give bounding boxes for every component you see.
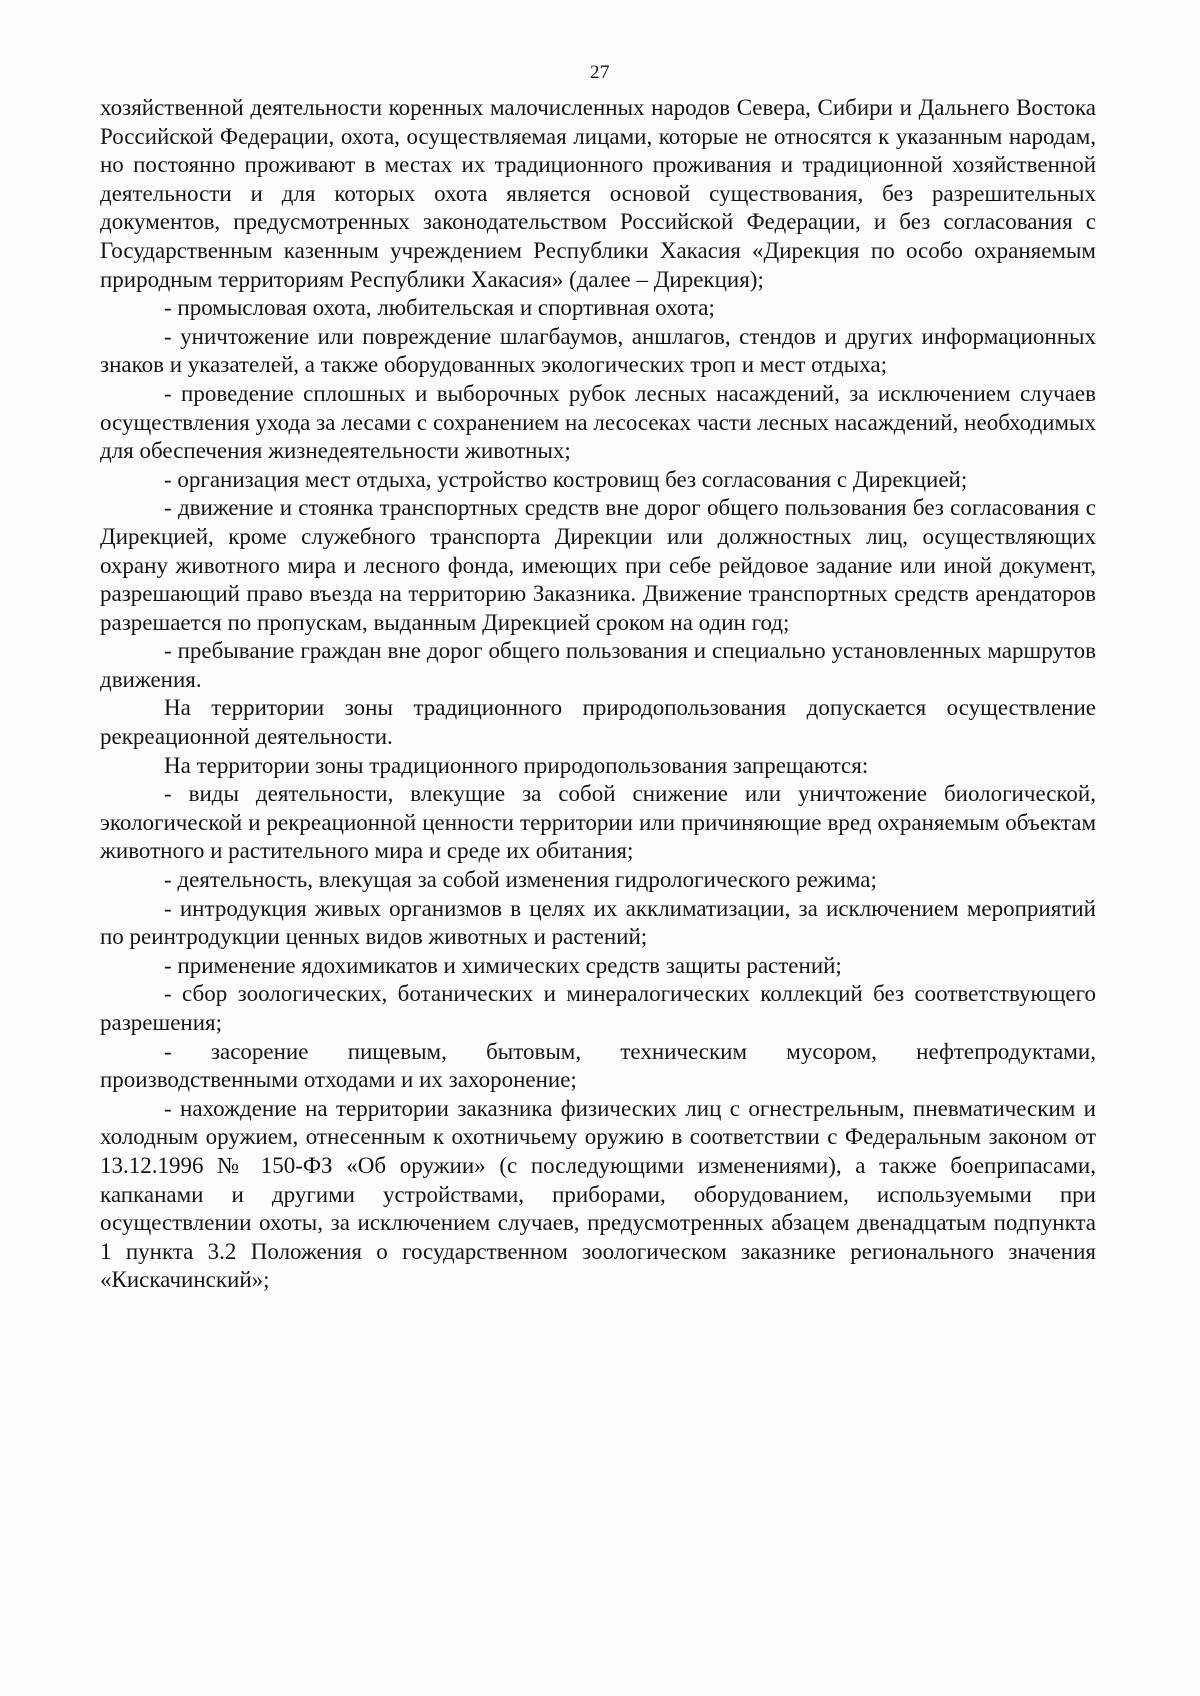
list-item-weapons: - нахождение на территории заказника физических лиц с огнестрельным, пневматическим и холодным оружием, отнесенным к охотничьему оружию в соответствии с Федеральным законом от 13.12.1996 № 150-ФЗ «Об оружии» (с последующими изменениями), а также боеприпасами, капканами и другими устройствами, приборами, оборудованием, используемыми при осуществлении охоты, за исключением случаев, предусмотренных абзацем двенадцатым подпункта 1 пункта 3.2 Положения о государственном зоологическом заказнике регионального значения «Кискачинский»; bbox=[100, 1095, 1096, 1293]
list-item-destruction-of-signs: - уничтожение или повреждение шлагбаумов, аншлагов, стендов и других информационных знаков и указателей, а также оборудованных экологических троп и мест отдыха; bbox=[100, 323, 1096, 378]
list-item-hunting: - промысловая охота, любительская и спортивная охота; bbox=[164, 295, 715, 321]
paragraph-continuation: хозяйственной деятельности коренных малочисленных народов Севера, Сибири и Дальнего Востока Российской Федерации, охота, осуществляемая лицами, которые не относятся к указанным народам, но постоянно проживают в местах их традиционного проживания и традиционной хозяйственной деятельности и для которых охота является основой существования, без разрешительных документов, предусмотренных законодательством Российской Федерации, и без согласования с Государственным казенным учреждением Республики Хакасия «Дирекция по особо охраняемым природным территориям Республики Хакасия» (далее – Дирекция); bbox=[100, 95, 1096, 292]
list-item-collections: - сбор зоологических, ботанических и минералогических коллекций без соответствующего разрешения; bbox=[100, 981, 1096, 1035]
list-item-introduction: - интродукция живых организмов в целях их акклиматизации, за исключением мероприятий по реинтродукции ценных видов животных и растений; bbox=[100, 895, 1096, 950]
paragraph-recreation-allowed: На территории зоны традиционного природопользования допускается осуществление рекреационной деятельности. bbox=[100, 695, 1096, 750]
list-item-pesticides: - применение ядохимикатов и химических средств защиты растений; bbox=[164, 952, 842, 978]
list-item-littering: - засорение пищевым, бытовым, техническим мусором, нефтепродуктами, производственными отходами и их захоронение; bbox=[100, 1038, 1096, 1093]
paragraph-prohibitions-heading: На территории зоны традиционного природопользования запрещаются: bbox=[164, 752, 869, 778]
document-body bbox=[100, 94, 1096, 1295]
list-item-logging: - проведение сплошных и выборочных рубок лесных насаждений, за исключением случаев осуществления ухода за лесами с сохранением на лесосеках части лесных насаждений, необходимых для обеспечения жизнедеятельности животных; bbox=[100, 380, 1096, 464]
list-item-value-reduction: - виды деятельности, влекущие за собой снижение или уничтожение биологической, экологической и рекреационной ценности территории или причиняющие вред охраняемым объектам животного и растительного мира и среде их обитания; bbox=[100, 781, 1096, 864]
list-item-hydrology: - деятельность, влекущая за собой изменения гидрологического режима; bbox=[164, 867, 877, 893]
list-item-vehicle-movement: - движение и стоянка транспортных средств вне дорог общего пользования без согласования с Дирекцией, кроме служебного транспорта Дирекции или должностных лиц, осуществляющих охрану животного мира и лесного фонда, имеющих при себе рейдовое задание или иной документ, разрешающий право въезда на территорию Заказника. Движение транспортных средств арендаторов разрешается по пропускам, выданным Дирекцией сроком на один год; bbox=[100, 495, 1096, 635]
page-number: 27 bbox=[590, 62, 610, 83]
list-item-rest-areas: - организация мест отдыха, устройство кострoвищ без согласования с Дирекцией; bbox=[164, 466, 968, 492]
list-item-off-road-presence: - пребывание граждан вне дорог общего пользования и специально установленных маршрутов движения. bbox=[100, 638, 1096, 692]
